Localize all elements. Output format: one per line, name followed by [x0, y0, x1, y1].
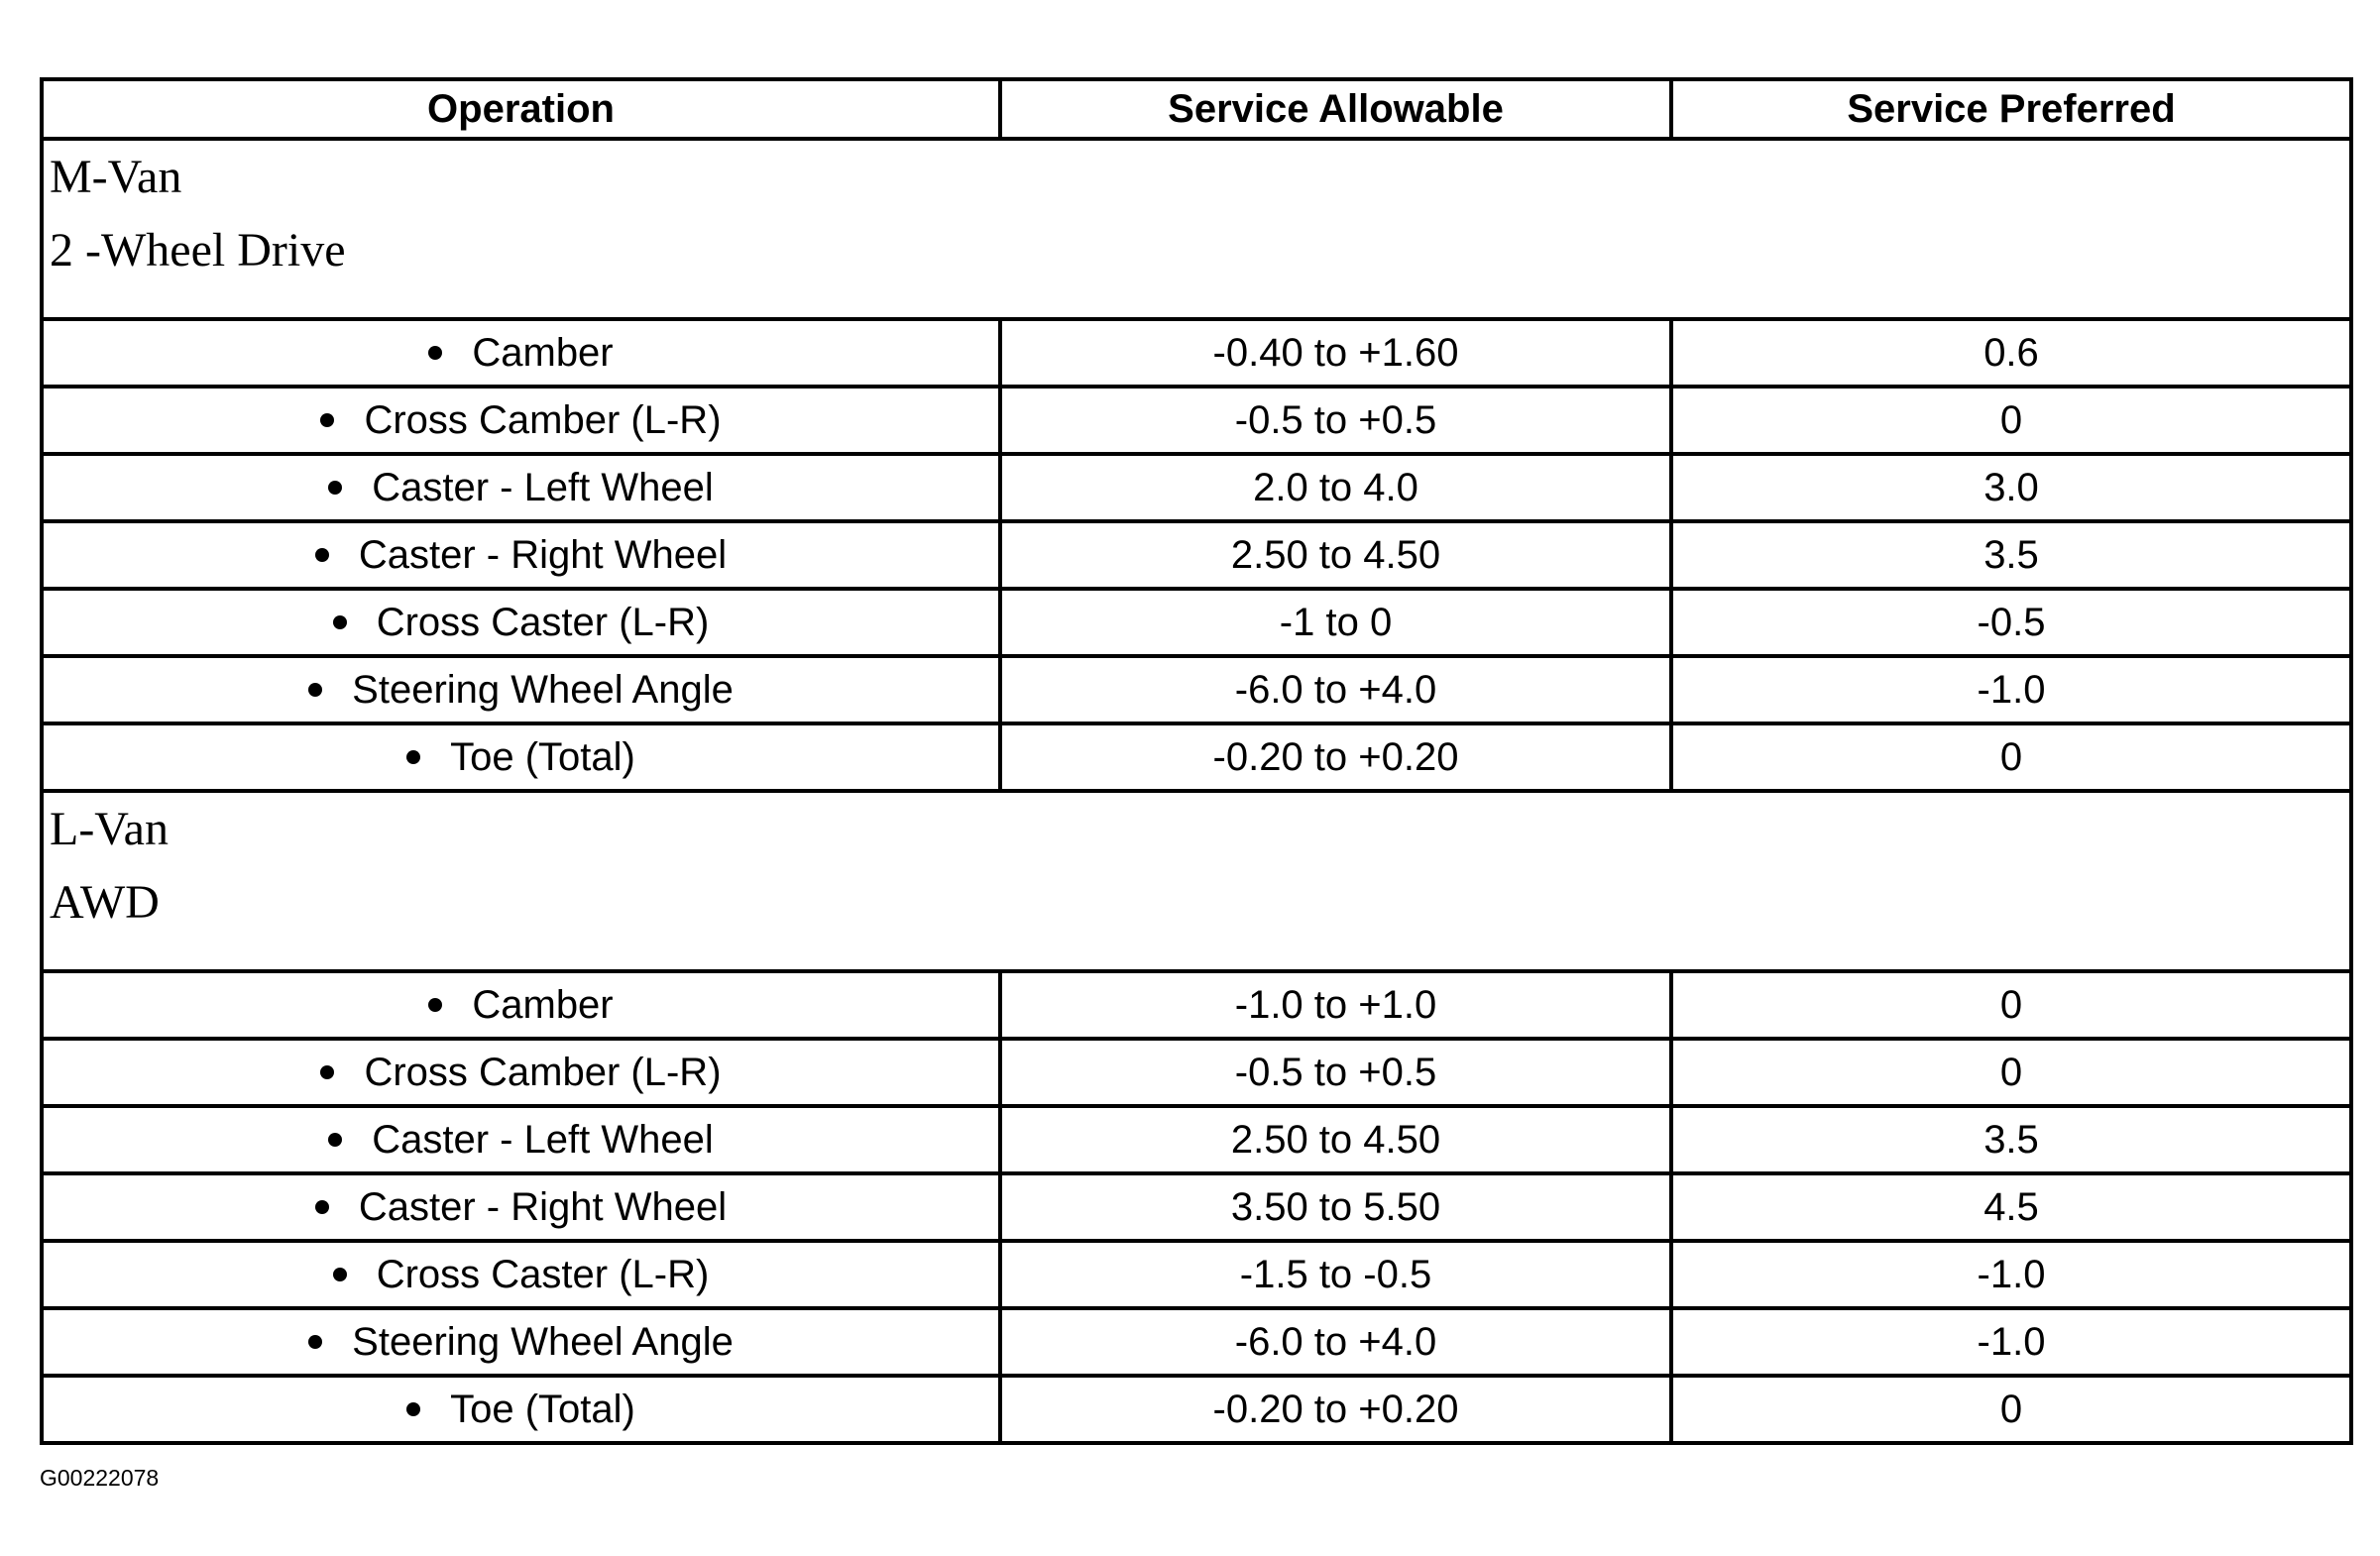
operation-cell [42, 454, 1000, 521]
header-row [42, 79, 2351, 139]
service-allowable-cell: -1.0 to +1.0 [1000, 971, 1671, 1039]
bullet-icon [320, 413, 334, 427]
service-allowable-cell: 2.50 to 4.50 [1000, 1106, 1671, 1173]
table-row [42, 656, 2351, 723]
service-allowable-cell: -0.5 to +0.5 [1000, 387, 1671, 454]
section-row [42, 791, 2351, 971]
operation-label: Caster - Left Wheel [372, 1117, 714, 1162]
service-allowable-cell: -1 to 0 [1000, 589, 1671, 656]
operation-cell [42, 1308, 1000, 1376]
service-preferred-cell: 0 [1671, 387, 2351, 454]
operation-label: Steering Wheel Angle [352, 667, 734, 712]
service-preferred-cell: -1.0 [1671, 1308, 2351, 1376]
section-drive: 2 -Wheel Drive [50, 224, 346, 277]
table-row [42, 521, 2351, 589]
section-drive: AWD [50, 876, 160, 929]
operation-label: Toe (Total) [450, 1387, 635, 1431]
operation-label: Cross Camber (L-R) [364, 397, 722, 442]
bullet-icon [328, 481, 342, 495]
operation-label: Caster - Left Wheel [372, 465, 714, 509]
service-allowable-cell: 3.50 to 5.50 [1000, 1173, 1671, 1241]
bullet-icon [320, 1065, 334, 1079]
bullet-icon [428, 998, 442, 1012]
operation-cell [42, 1173, 1000, 1241]
service-preferred-cell: 0 [1671, 723, 2351, 791]
service-preferred-cell: -1.0 [1671, 1241, 2351, 1308]
section-model: M-Van [50, 151, 182, 203]
section-row [42, 139, 2351, 319]
bullet-icon [333, 1268, 347, 1281]
table-row [42, 454, 2351, 521]
service-allowable-cell: -6.0 to +4.0 [1000, 1308, 1671, 1376]
service-preferred-cell: 0 [1671, 971, 2351, 1039]
service-allowable-cell: 2.0 to 4.0 [1000, 454, 1671, 521]
table-row [42, 1308, 2351, 1376]
bullet-icon [308, 1335, 322, 1349]
section-model: L-Van [50, 803, 169, 855]
table-row [42, 723, 2351, 791]
bullet-icon [333, 615, 347, 629]
service-preferred-cell: 3.5 [1671, 1106, 2351, 1173]
table-row [42, 319, 2351, 387]
service-preferred-cell: 0.6 [1671, 319, 2351, 387]
header-service-preferred: Service Preferred [1671, 79, 2351, 139]
service-allowable-cell: -0.5 to +0.5 [1000, 1039, 1671, 1106]
table-row [42, 387, 2351, 454]
operation-label: Cross Caster (L-R) [376, 1252, 710, 1296]
bullet-icon [308, 683, 322, 697]
operation-label: Cross Camber (L-R) [364, 1050, 722, 1094]
service-allowable-cell: -6.0 to +4.0 [1000, 656, 1671, 723]
table-row [42, 1039, 2351, 1106]
operation-cell [42, 1376, 1000, 1443]
bullet-icon [406, 750, 420, 764]
operation-label: Caster - Right Wheel [358, 532, 728, 577]
operation-cell [42, 723, 1000, 791]
table-row [42, 1173, 2351, 1241]
service-preferred-cell: -0.5 [1671, 589, 2351, 656]
operation-label: Camber [472, 982, 614, 1027]
operation-label: Steering Wheel Angle [352, 1319, 734, 1364]
operation-cell [42, 1241, 1000, 1308]
header-operation: Operation [42, 79, 1000, 139]
operation-cell [42, 971, 1000, 1039]
service-preferred-cell: 3.0 [1671, 454, 2351, 521]
operation-label: Cross Caster (L-R) [376, 600, 710, 644]
operation-label: Toe (Total) [450, 734, 635, 779]
header-service-allowable: Service Allowable [1000, 79, 1671, 139]
operation-label: Caster - Right Wheel [358, 1184, 728, 1229]
service-allowable-cell: -1.5 to -0.5 [1000, 1241, 1671, 1308]
figure-id: G00222078 [40, 1465, 160, 1491]
service-preferred-cell: 4.5 [1671, 1173, 2351, 1241]
service-allowable-cell: -0.20 to +0.20 [1000, 1376, 1671, 1443]
operation-cell [42, 1039, 1000, 1106]
table-row [42, 971, 2351, 1039]
section-heading [42, 139, 2351, 319]
service-allowable-cell: 2.50 to 4.50 [1000, 521, 1671, 589]
service-preferred-cell: 0 [1671, 1376, 2351, 1443]
operation-cell [42, 521, 1000, 589]
service-preferred-cell: 0 [1671, 1039, 2351, 1106]
service-allowable-cell: -0.40 to +1.60 [1000, 319, 1671, 387]
alignment-spec-table [40, 77, 2353, 1445]
bullet-icon [315, 548, 329, 562]
table-row [42, 1376, 2351, 1443]
table-row [42, 1241, 2351, 1308]
table-row [42, 589, 2351, 656]
table-body [42, 139, 2351, 1443]
section-heading [42, 791, 2351, 971]
operation-cell [42, 589, 1000, 656]
bullet-icon [406, 1402, 420, 1416]
service-preferred-cell: -1.0 [1671, 656, 2351, 723]
bullet-icon [428, 346, 442, 360]
service-allowable-cell: -0.20 to +0.20 [1000, 723, 1671, 791]
table-row [42, 1106, 2351, 1173]
operation-cell [42, 319, 1000, 387]
operation-cell [42, 1106, 1000, 1173]
operation-cell [42, 387, 1000, 454]
operation-label: Camber [472, 330, 614, 375]
bullet-icon [315, 1200, 329, 1214]
service-preferred-cell: 3.5 [1671, 521, 2351, 589]
operation-cell [42, 656, 1000, 723]
bullet-icon [328, 1133, 342, 1147]
